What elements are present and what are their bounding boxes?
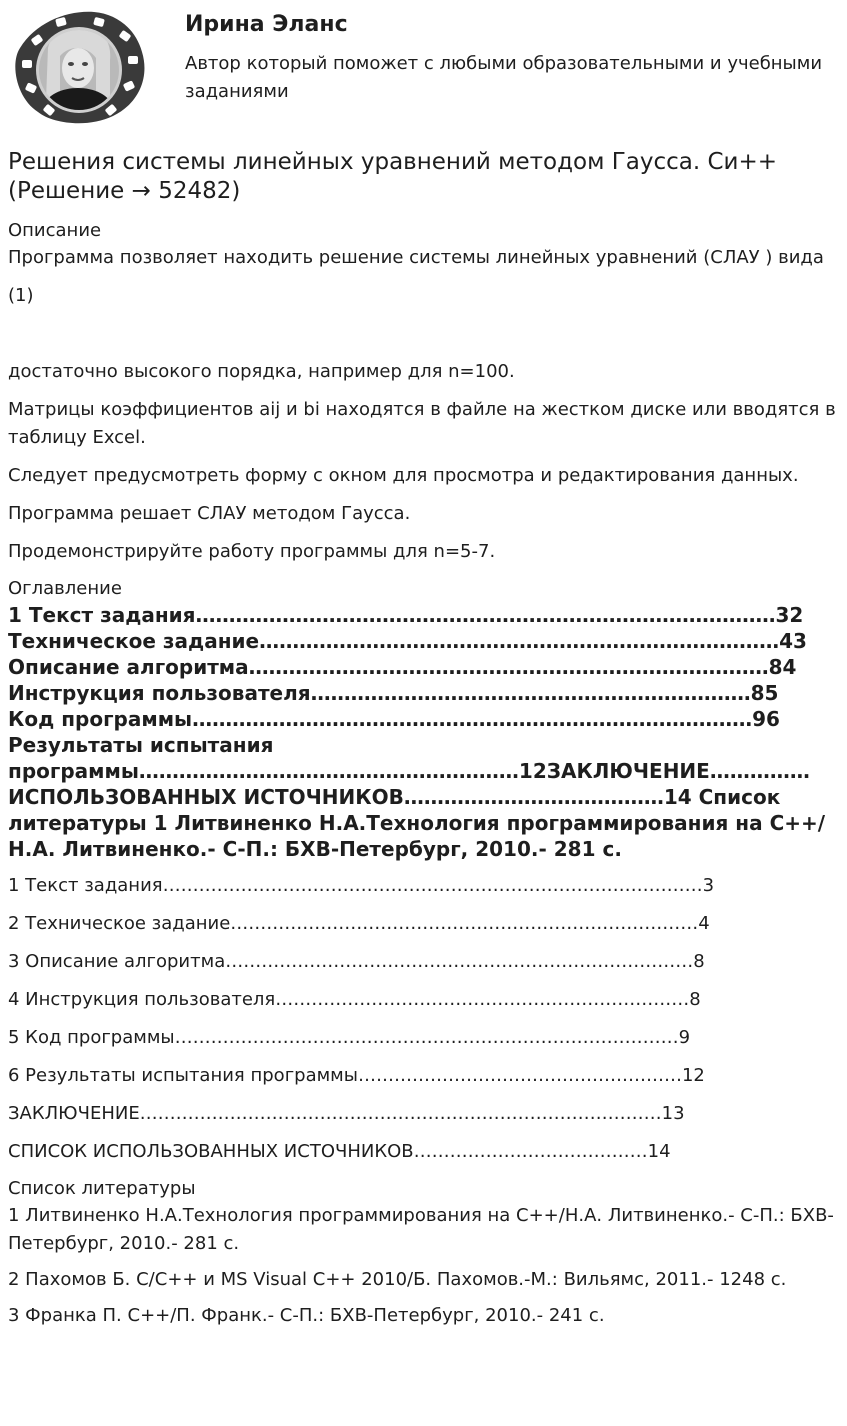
toc-item: 1 Текст задания………………………………………………………………………………3 xyxy=(8,875,715,896)
toc-bold-block xyxy=(8,602,843,862)
literature-list xyxy=(8,1202,843,1330)
toc-item: 6 Результаты испытания программы………………………………………………12 xyxy=(8,1065,705,1086)
document-content xyxy=(8,148,843,1338)
description-paragraph: достаточно высокого порядка, например для n=100. xyxy=(8,361,515,382)
description-paragraph: Программа решает СЛАУ методом Гаусса. xyxy=(8,503,411,524)
toc-bold-line: программы…………………………………………………12ЗАКЛЮЧЕНИЕ…………… xyxy=(8,759,810,783)
toc-item: ЗАКЛЮЧЕНИЕ……………………………………………………………………………13 xyxy=(8,1103,685,1124)
toc-item: 3 Описание алгоритма……………………………………………………………………8 xyxy=(8,951,705,972)
description-label: Описание xyxy=(8,220,102,241)
toc-label: Оглавление xyxy=(8,578,122,599)
author-name[interactable]: Ирина Эланс xyxy=(185,12,348,37)
literature-item: 2 Пахомов Б. С/С++ и MS Visual C++ 2010/Б. Пахомов.-М.: Вильямс, 2011.- 1248 с. xyxy=(8,1269,787,1290)
toc-bold-line: Описание алгоритма……………………………………………………………………84 xyxy=(8,655,797,679)
toc-item: 2 Техническое задание……………………………………………………………………4 xyxy=(8,913,710,934)
toc-bold-line: Техническое задание……………………………………………………………………43 xyxy=(8,629,807,653)
toc-bold-line: ИСПОЛЬЗОВАННЫХ ИСТОЧНИКОВ…………………………………14 Список литературы 1 Литвиненко Н.А.Технология программирования на С++/Н.А. Литвиненко.- С-П.: БХВ-Петербург, 2010.- 281 с. xyxy=(8,785,826,861)
author-avatar[interactable] xyxy=(8,8,150,126)
author-description: Автор который поможет с любыми образовательными и учебными заданиями xyxy=(185,53,823,102)
toc-bold-line: Инструкция пользователя…………………………………………………………85 xyxy=(8,681,779,705)
literature-item: 3 Франка П. С++/П. Франк.- С-П.: БХВ-Петербург, 2010.- 241 с. xyxy=(8,1305,605,1326)
formula-number: (1) xyxy=(8,285,34,306)
literature-item: 1 Литвиненко Н.А.Технология программирования на С++/Н.А. Литвиненко.- С-П.: БХВ-Петербург, 2010.- 281 с. xyxy=(8,1205,834,1254)
toc-item: 5 Код программы…………………………………………………………………………9 xyxy=(8,1027,691,1048)
description-paragraph: Матрицы коэффициентов aij и bi находятся в файле на жестком диске или вводятся в таблицу Excel. xyxy=(8,399,836,448)
toc-item: СПИСОК ИСПОЛЬЗОВАННЫХ ИСТОЧНИКОВ…………………………………14 xyxy=(8,1141,671,1162)
author-card xyxy=(0,0,847,140)
description-paragraph: Продемонстрируйте работу программы для n=5-7. xyxy=(8,541,496,562)
toc-bold-line: 1 Текст задания……………………………………………………………………………32 xyxy=(8,603,804,627)
literature-label: Список литературы xyxy=(8,1178,196,1199)
description-paragraph: Следует предусмотреть форму с окном для просмотра и редактирования данных. xyxy=(8,465,799,486)
toc-item: 4 Инструкция пользователя……………………………………………………………8 xyxy=(8,989,701,1010)
document-title: Решения системы линейных уравнений методом Гаусса. Си++ (Решение → 52482) xyxy=(8,149,778,204)
description-paragraph: Программа позволяет находить решение системы линейных уравнений (СЛАУ ) вида xyxy=(8,247,824,268)
toc-bold-line: Результаты испытания xyxy=(8,733,274,757)
toc-bold-line: Код программы…………………………………………………………………………96 xyxy=(8,707,780,731)
